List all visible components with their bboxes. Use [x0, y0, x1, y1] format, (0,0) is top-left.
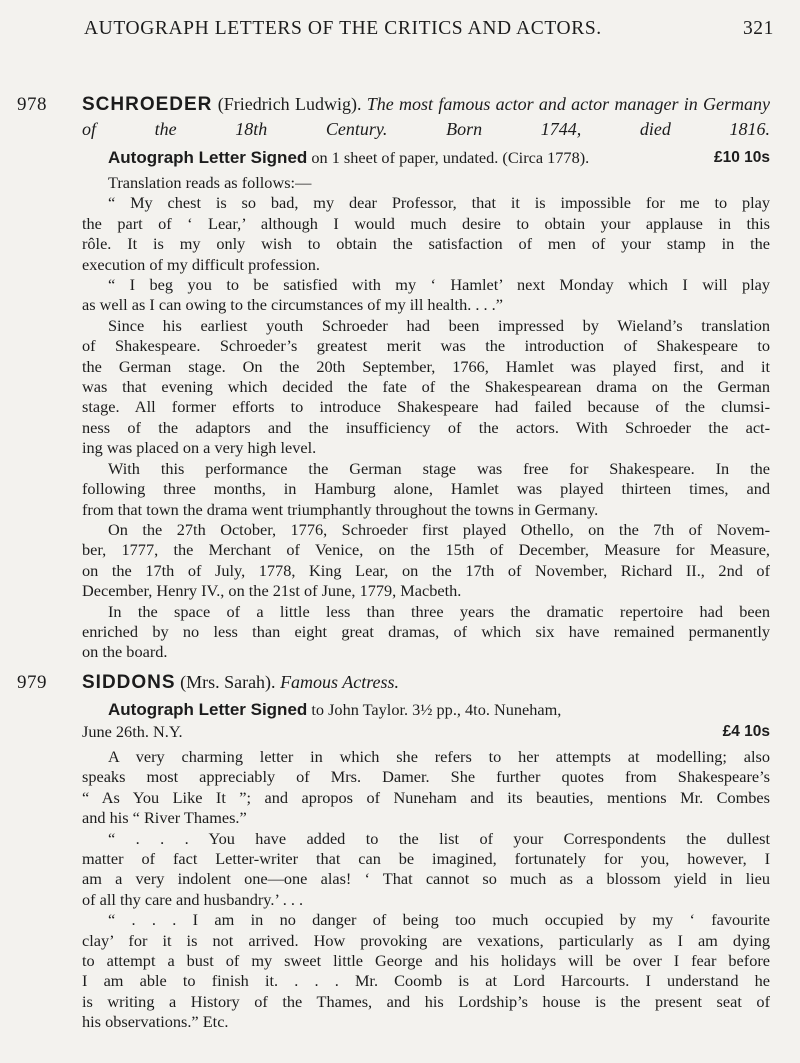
item-line-2	[82, 721, 770, 743]
item-line	[82, 147, 770, 169]
text-line: A very charming letter in which she refers to her attempts at modelling; also	[108, 747, 770, 766]
text-line: of Shakespeare. Schroeder’s greatest merit was the introduction of Shakespeare to	[82, 336, 770, 356]
lot-text	[82, 173, 770, 663]
text-line: clay’ for it is not arrived. How provoking are vexations, particularly as I am dying	[82, 930, 770, 950]
lot-name-detail: (Mrs. Sarah).	[180, 672, 276, 692]
text-line: I am able to finish it. . . . Mr. Coomb is at Lord Harcourts. I understand he	[82, 971, 770, 991]
running-title: AUTOGRAPH LETTERS OF THE CRITICS AND ACTORS.	[84, 18, 602, 39]
lot-number: 979	[17, 672, 47, 693]
text-line: following three months, in Hamburg alone, Hamlet was played thirteen times, and	[82, 479, 770, 499]
lot-number: 978	[17, 94, 47, 115]
page-number: 321	[742, 18, 774, 39]
text-line: “ As You Like It ”; and apropos of Nuneham and its beauties, mentions Mr. Combes	[82, 787, 770, 807]
text-line: on the board.	[82, 642, 168, 662]
text-line: Since his earliest youth Schroeder had been impressed by Wieland’s translation	[108, 315, 770, 335]
item-detail: to John Taylor. 3½ pp., 4to. Nuneham,	[307, 700, 562, 719]
text-line: “ My chest is so bad, my dear Professor, that it is impossible for me to play	[108, 193, 770, 213]
text-line: Translation reads as follows:—	[108, 173, 312, 192]
text-line: ber, 1777, the Merchant of Venice, on the 15th of December, Measure for Measure,	[82, 540, 770, 560]
text-line: from that town the drama went triumphantly throughout the towns in Germany.	[82, 499, 599, 519]
item-detail-2: June 26th. N.Y.	[82, 722, 183, 741]
text-line: enriched by no less than eight great dramas, of which six have remained permanently	[82, 621, 770, 641]
text-line: execution of my difficult profession.	[82, 254, 320, 274]
text-line: am a very indolent one—one alas! ‘ That cannot so much as a blossom yield in lieu	[82, 869, 770, 889]
text-line: ness of the adaptors and the insufficiency of the actors. With Schroeder the act-	[82, 417, 770, 437]
text-line: matter of fact Letter-writer that can be imagined, fortunately for you, however, I	[82, 849, 770, 869]
lot-price: £10 10s	[713, 149, 770, 166]
text-line: “ . . . I am in no danger of being too much occupied by my ‘ favourite	[108, 910, 770, 930]
text-line: “ I beg you to be satisfied with my ‘ Hamlet’ next Monday which I will play	[108, 275, 770, 295]
text-line: his observations.” Etc.	[82, 1012, 229, 1032]
lot-body	[82, 670, 770, 1033]
text-line: the part of ‘ Lear,’ although I would much desire to obtain your applause in this	[82, 213, 770, 233]
text-line: as well as I can owing to the circumstances of my ill health. . . .”	[82, 295, 503, 315]
text-line: stage. All former efforts to introduce Shakespeare had failed because of the clumsi-	[82, 397, 770, 417]
text-line: the German stage. On the 20th September, 1766, Hamlet was played first, and it	[82, 356, 770, 376]
text-line: is writing a History of the Thames, and his Lordship’s house is the present seat of	[82, 991, 770, 1011]
text-line: and his “ River Thames.”	[82, 808, 247, 828]
text-line: “ . . . You have added to the list of your Correspondents the dullest	[108, 828, 770, 848]
page-header	[84, 18, 774, 40]
text-line: With this performance the German stage was free for Shakespeare. In the	[108, 458, 770, 478]
text-line: ing was placed on a very high level.	[82, 438, 317, 458]
lot-price: £4 10s	[722, 723, 770, 740]
text-line: On the 27th October, 1776, Schroeder first played Othello, on the 7th of Novem-	[108, 519, 770, 539]
lot-body	[82, 92, 770, 663]
lot-description: The most famous actor and actor manager in Germany of the 18th Century. Born 1744, died 1816.	[82, 94, 770, 139]
lot-name: SIDDONS	[82, 672, 176, 693]
text-line: speaks most appreciably of Mrs. Damer. She further quotes from Shakespeare’s	[82, 767, 770, 787]
text-line: rôle. It is my only wish to obtain the satisfaction of men of your stamp in the	[82, 234, 770, 254]
text-line: was that evening which decided the fate of the Shakespearean drama on the German	[82, 377, 770, 397]
item-type: Autograph Letter Signed	[108, 148, 308, 167]
lot-name-detail: (Friedrich Ludwig).	[217, 94, 362, 114]
text-line: December, Henry IV., on the 21st of June, 1779, Macbeth.	[82, 581, 462, 601]
text-line: In the space of a little less than three years the dramatic repertoire had been	[108, 601, 770, 621]
lot-heading	[82, 670, 770, 695]
lot-description: Famous Actress.	[280, 672, 400, 692]
item-line	[82, 699, 770, 721]
text-line: of all thy care and husbandry.’ . . .	[82, 889, 304, 909]
lot-heading	[82, 92, 770, 141]
text-line: on the 17th of July, 1778, King Lear, on the 17th of November, Richard II., 2nd of	[82, 560, 770, 580]
text-line: to attempt a bust of my sweet little George and his holidays will be over I fear before	[82, 951, 770, 971]
lot-text	[82, 747, 770, 1033]
item-type: Autograph Letter Signed	[108, 700, 308, 719]
lot-name: SCHROEDER	[82, 94, 213, 115]
item-detail: on 1 sheet of paper, undated. (Circa 1778).	[307, 148, 590, 167]
